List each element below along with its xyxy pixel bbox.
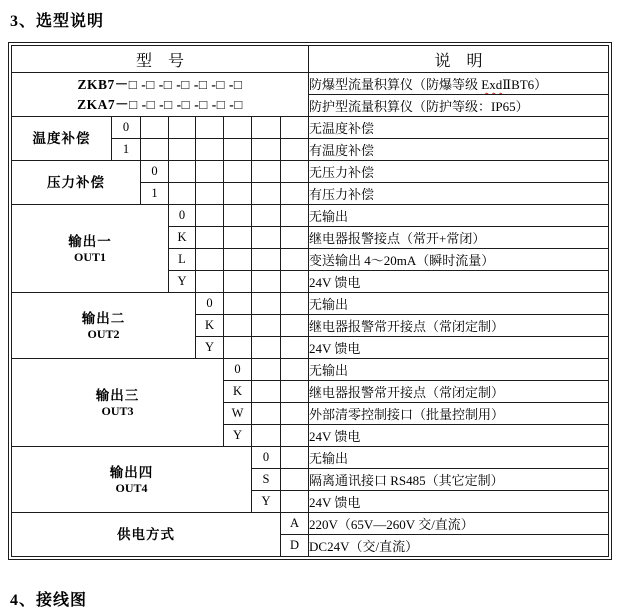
empty-grid-cell bbox=[196, 227, 224, 249]
table-row bbox=[12, 293, 609, 315]
empty-grid-cell bbox=[224, 227, 252, 249]
option-code-cell: Y bbox=[252, 491, 281, 513]
section-label: 输出四 bbox=[109, 464, 154, 480]
empty-grid-cell bbox=[196, 117, 224, 139]
section-label-cell bbox=[12, 359, 224, 447]
empty-grid-cell bbox=[224, 337, 252, 359]
empty-grid-cell bbox=[252, 227, 281, 249]
description-cell: 220V（65V—260V 交/直流） bbox=[309, 513, 609, 535]
description-cell: 24V 馈电 bbox=[309, 425, 609, 447]
empty-grid-cell bbox=[224, 293, 252, 315]
empty-grid-cell bbox=[281, 227, 309, 249]
section-sublabel: OUT4 bbox=[115, 480, 148, 495]
table-row bbox=[12, 359, 609, 381]
option-code-cell: L bbox=[169, 249, 196, 271]
model-code-line: ZKB7－□ -□ -□ -□ -□ -□ -□ bbox=[77, 76, 243, 92]
description-cell: 无温度补偿 bbox=[309, 117, 609, 139]
empty-grid-cell bbox=[252, 161, 281, 183]
empty-grid-cell bbox=[196, 205, 224, 227]
description-cell: 24V 馈电 bbox=[309, 337, 609, 359]
description-cell: 继电器报警常开接点（常闭定制） bbox=[309, 381, 609, 403]
option-code-cell: Y bbox=[224, 425, 252, 447]
empty-grid-cell bbox=[169, 117, 196, 139]
section-label: 压力补偿 bbox=[47, 175, 105, 190]
description-cell: 无输出 bbox=[309, 359, 609, 381]
option-code-cell: A bbox=[281, 513, 309, 535]
section-label: 输出一 bbox=[68, 233, 112, 249]
option-code-cell: 1 bbox=[112, 139, 141, 161]
description-cell: 继电器报警常开接点（常闭定制） bbox=[309, 315, 609, 337]
section-sublabel: OUT3 bbox=[101, 403, 134, 418]
empty-grid-cell bbox=[281, 271, 309, 293]
empty-grid-cell bbox=[252, 293, 281, 315]
empty-grid-cell bbox=[281, 249, 309, 271]
empty-grid-cell bbox=[224, 139, 252, 161]
description-cell: 变送输出 4～20mA（瞬时流量） bbox=[309, 249, 609, 271]
empty-grid-cell bbox=[252, 139, 281, 161]
empty-grid-cell bbox=[224, 271, 252, 293]
empty-grid-cell bbox=[252, 403, 281, 425]
empty-grid-cell bbox=[281, 139, 309, 161]
description-column-header: 说 明 bbox=[309, 46, 609, 73]
empty-grid-cell bbox=[224, 161, 252, 183]
empty-grid-cell bbox=[224, 205, 252, 227]
table-row bbox=[12, 73, 609, 95]
empty-grid-cell bbox=[252, 381, 281, 403]
empty-grid-cell bbox=[224, 315, 252, 337]
description-cell: 无压力补偿 bbox=[309, 161, 609, 183]
section-label: 温度补偿 bbox=[32, 131, 91, 146]
description-cell: 24V 馈电 bbox=[309, 271, 609, 293]
empty-grid-cell bbox=[196, 161, 224, 183]
empty-grid-cell bbox=[281, 161, 309, 183]
empty-grid-cell bbox=[196, 139, 224, 161]
table-row bbox=[12, 46, 609, 73]
table-row bbox=[12, 117, 609, 139]
section-label-cell bbox=[12, 447, 252, 513]
empty-grid-cell bbox=[252, 425, 281, 447]
empty-grid-cell bbox=[252, 249, 281, 271]
section-label-cell bbox=[12, 205, 169, 293]
option-code-cell: 0 bbox=[169, 205, 196, 227]
description-cell: 防护型流量积算仪（防护等级：IP65） bbox=[309, 95, 609, 117]
description-cell: 继电器报警接点（常开+常闭） bbox=[309, 227, 609, 249]
empty-grid-cell bbox=[196, 249, 224, 271]
option-code-cell: 0 bbox=[196, 293, 224, 315]
empty-grid-cell bbox=[281, 359, 309, 381]
empty-grid-cell bbox=[196, 271, 224, 293]
table-row bbox=[12, 205, 609, 227]
table-row bbox=[12, 447, 609, 469]
empty-grid-cell bbox=[169, 183, 196, 205]
section-label-cell bbox=[12, 293, 196, 359]
description-cell: 无输出 bbox=[309, 293, 609, 315]
model-column-header: 型 号 bbox=[12, 46, 309, 73]
empty-grid-cell bbox=[281, 117, 309, 139]
model-codes-cell bbox=[12, 73, 309, 117]
description-cell: 有温度补偿 bbox=[309, 139, 609, 161]
empty-grid-cell bbox=[224, 249, 252, 271]
section-label: 供电方式 bbox=[117, 527, 175, 542]
selection-table-border bbox=[8, 42, 612, 560]
description-cell: DC24V（交/直流） bbox=[309, 535, 609, 557]
option-code-cell: W bbox=[224, 403, 252, 425]
empty-grid-cell bbox=[281, 315, 309, 337]
option-code-cell: 0 bbox=[112, 117, 141, 139]
empty-grid-cell bbox=[281, 183, 309, 205]
empty-grid-cell bbox=[169, 139, 196, 161]
section-label: 输出二 bbox=[81, 310, 126, 326]
option-code-cell: K bbox=[169, 227, 196, 249]
model-code-line: ZKA7－□ -□ -□ -□ -□ -□ -□ bbox=[77, 96, 243, 112]
section3-title: 3、选型说明 bbox=[10, 13, 105, 30]
table-row bbox=[12, 513, 609, 535]
option-code-cell: D bbox=[281, 535, 309, 557]
selection-table bbox=[11, 45, 609, 557]
empty-grid-cell bbox=[141, 139, 169, 161]
option-code-cell: 1 bbox=[141, 183, 169, 205]
option-code-cell: K bbox=[196, 315, 224, 337]
section-label-cell bbox=[12, 161, 141, 205]
section-label: 输出三 bbox=[95, 387, 140, 403]
empty-grid-cell bbox=[281, 205, 309, 227]
empty-grid-cell bbox=[281, 469, 309, 491]
section4-title: 4、接线图 bbox=[10, 592, 88, 609]
empty-grid-cell bbox=[252, 271, 281, 293]
empty-grid-cell bbox=[252, 315, 281, 337]
empty-grid-cell bbox=[196, 183, 224, 205]
empty-grid-cell bbox=[281, 425, 309, 447]
description-cell: 隔离通讯接口 RS485（其它定制） bbox=[309, 469, 609, 491]
option-code-cell: 0 bbox=[252, 447, 281, 469]
section-label-cell bbox=[12, 117, 112, 161]
empty-grid-cell bbox=[281, 293, 309, 315]
empty-grid-cell bbox=[281, 381, 309, 403]
empty-grid-cell bbox=[252, 183, 281, 205]
table-row bbox=[12, 161, 609, 183]
empty-grid-cell bbox=[281, 491, 309, 513]
empty-grid-cell bbox=[141, 117, 169, 139]
empty-grid-cell bbox=[169, 161, 196, 183]
empty-grid-cell bbox=[252, 337, 281, 359]
section-sublabel: OUT2 bbox=[87, 326, 120, 341]
description-cell: 24V 馈电 bbox=[309, 491, 609, 513]
description-cell: 外部清零控制接口（批量控制用） bbox=[309, 403, 609, 425]
empty-grid-cell bbox=[281, 337, 309, 359]
empty-grid-cell bbox=[252, 117, 281, 139]
description-cell: 无输出 bbox=[309, 205, 609, 227]
section-label-cell bbox=[12, 513, 281, 557]
empty-grid-cell bbox=[281, 403, 309, 425]
empty-grid-cell bbox=[224, 183, 252, 205]
empty-grid-cell bbox=[281, 447, 309, 469]
option-code-cell: 0 bbox=[224, 359, 252, 381]
spellcheck-wavy-text: Exd bbox=[481, 77, 503, 92]
description-cell: 防爆型流量积算仪（防爆等级 ExdⅡBT6） bbox=[309, 73, 609, 95]
empty-grid-cell bbox=[224, 117, 252, 139]
description-cell: 无输出 bbox=[309, 447, 609, 469]
option-code-cell: Y bbox=[169, 271, 196, 293]
option-code-cell: 0 bbox=[141, 161, 169, 183]
option-code-cell: Y bbox=[196, 337, 224, 359]
option-code-cell: S bbox=[252, 469, 281, 491]
section-sublabel: OUT1 bbox=[73, 249, 106, 264]
empty-grid-cell bbox=[252, 359, 281, 381]
option-code-cell: K bbox=[224, 381, 252, 403]
empty-grid-cell bbox=[252, 205, 281, 227]
description-cell: 有压力补偿 bbox=[309, 183, 609, 205]
